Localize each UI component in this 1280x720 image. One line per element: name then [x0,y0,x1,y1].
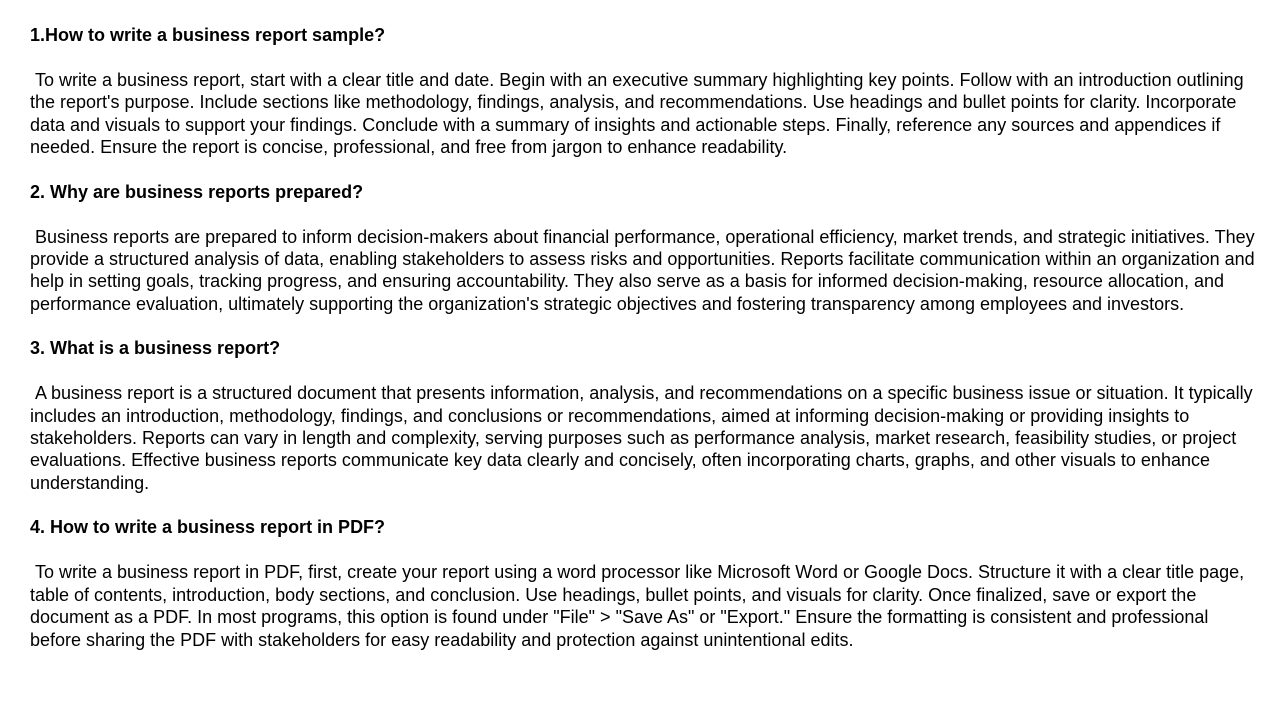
faq-question: 4. How to write a business report in PDF? [30,517,386,538]
faq-answer: To write a business report, start with a clear title and date. Begin with an executive summary highlighting key points. Follow with an introduction outlining the report's purpose. Include sections like methodology, findings, analysis, and recommendations. Use headings and bullet points for clarity. Incorporate data and visuals to support your findings. Conclude with a summary of insights and actionable steps. Finally, reference any sources and appendices if needed. Ensure the report is concise, professional, and free from jargon to enhance readability. [30,70,1249,158]
faq-answer: Business reports are prepared to inform decision-makers about financial performance, operational efficiency, market trends, and strategic initiatives. They provide a structured analysis of data, enabling stakeholders to assess risks and opportunities. Reports facilitate communication within an organization and help in setting goals, tracking progress, and ensuring accountability. They also serve as a basis for informed decision-making, resource allocation, and performance evaluation, ultimately supporting the organization's strategic objectives and fostering transparency among employees and investors. [30,226,1260,314]
faq-item-2 [30,181,1260,316]
faq-item-4 [30,516,1260,651]
faq-item-1 [30,24,1260,159]
faq-question: 2. Why are business reports prepared? [30,181,364,202]
faq-question: 3. What is a business report? [30,338,281,359]
faq-answer: To write a business report in PDF, first, create your report using a word processor like Microsoft Word or Google Docs. Structure it with a clear title page, table of contents, introduction, body sections, and conclusion. Use headings, bullet points, and visuals for clarity. Once finalized, save or export the document as a PDF. In most programs, this option is found under "File" > "Save As" or "Export." Ensure the formatting is consistent and professional before sharing the PDF with stakeholders for easy readability and protection against unintentional edits. [30,562,1250,650]
faq-question: 1.How to write a business report sample? [30,25,386,45]
faq-answer: A business report is a structured document that presents information, analysis, and recommendations on a specific business issue or situation. It typically includes an introduction, methodology, findings, and conclusions or recommendations, aimed at informing decision-making or providing insights to stakeholders. Reports can vary in length and complexity, serving purposes such as performance analysis, market research, feasibility studies, or project evaluations. Effective business reports communicate key data clearly and concisely, often incorporating charts, graphs, and other visuals to enhance understanding. [30,383,1258,493]
faq-item-3 [30,337,1260,494]
